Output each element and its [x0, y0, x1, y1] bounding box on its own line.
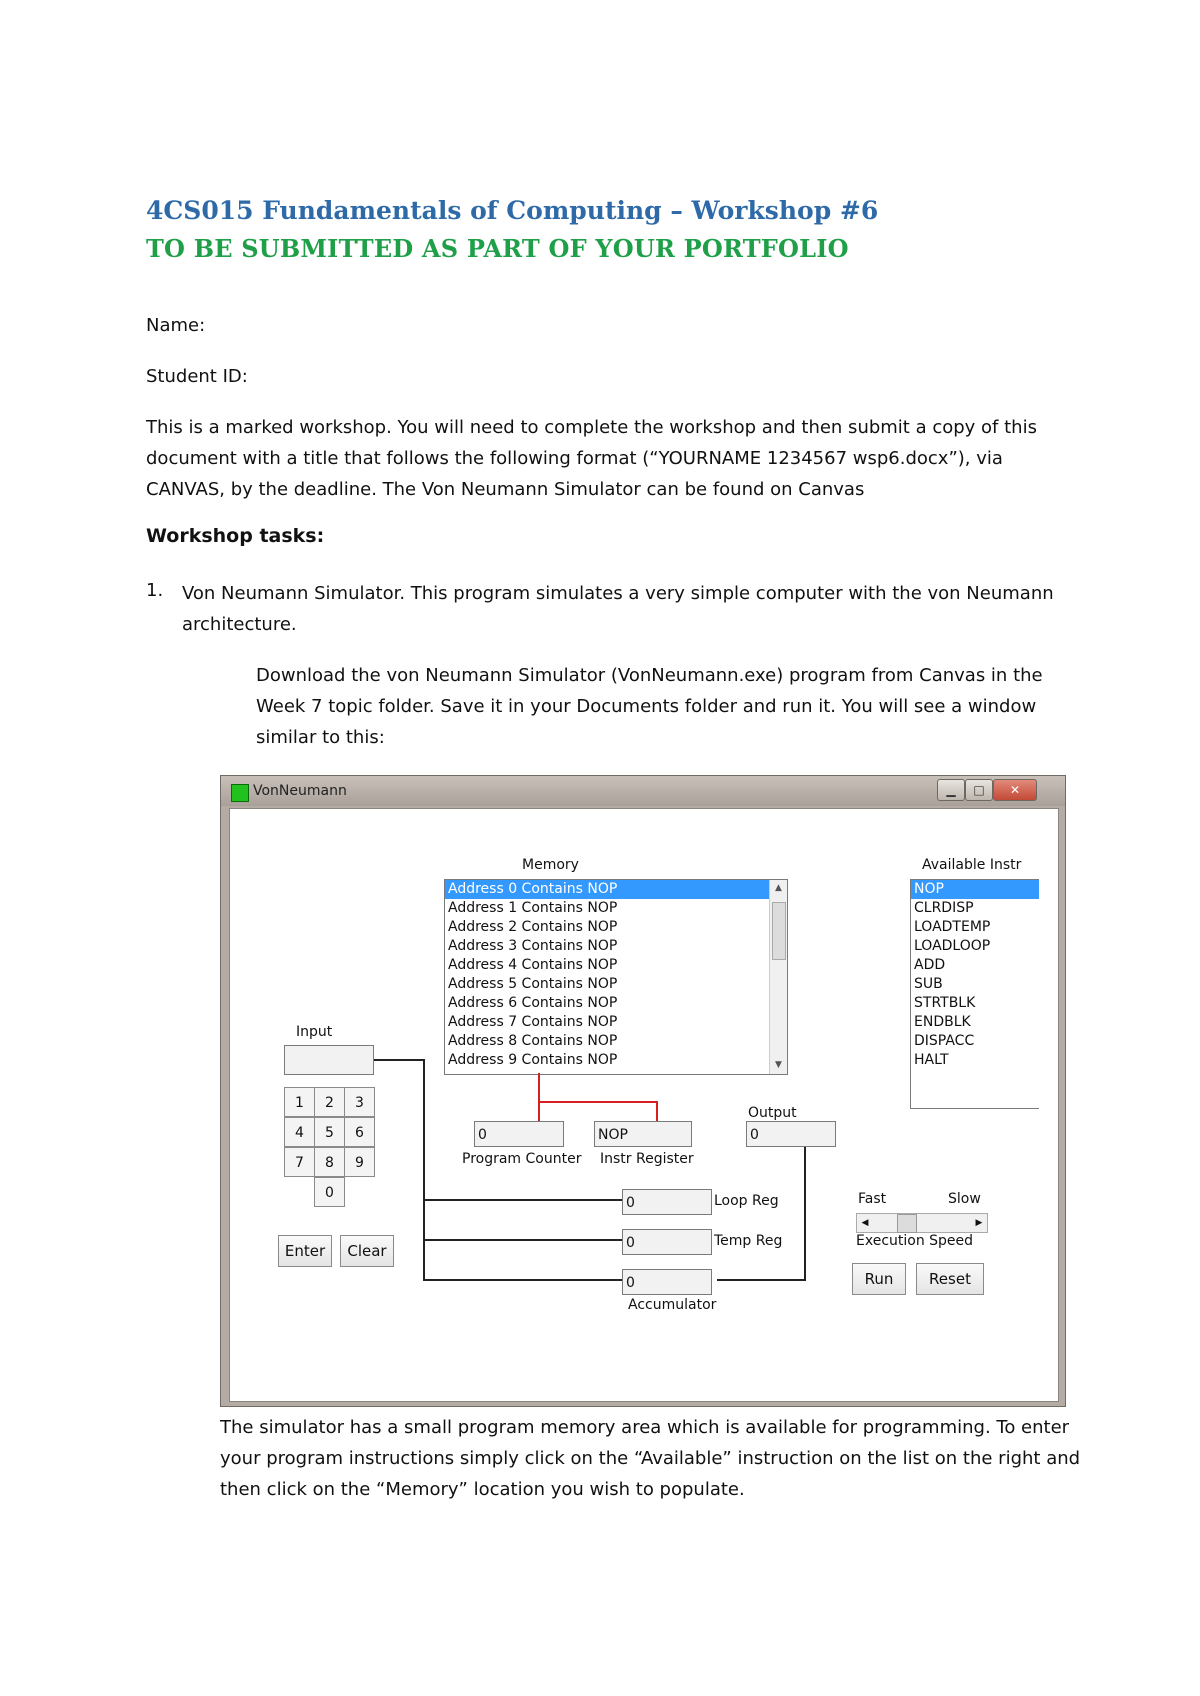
simulator-client-area: [229, 808, 1059, 1402]
temp-register-field: 0: [622, 1229, 712, 1255]
task1-text: Von Neumann Simulator. This program simulates a very simple computer with the von Neumann architecture.: [182, 583, 1054, 635]
window-title: VonNeumann: [253, 783, 347, 799]
key-2[interactable]: 2: [314, 1087, 345, 1117]
memory-rows: [445, 880, 787, 1070]
memory-list[interactable]: [444, 879, 788, 1075]
key-6[interactable]: 6: [344, 1117, 375, 1147]
instruction-item[interactable]: NOP: [911, 880, 1039, 899]
accumulator-label: Accumulator: [628, 1297, 717, 1313]
student-id-label: Student ID:: [146, 366, 248, 387]
key-3[interactable]: 3: [344, 1087, 375, 1117]
name-label: Name:: [146, 315, 206, 336]
loop-register-field: 0: [622, 1189, 712, 1215]
wire: [804, 1137, 806, 1281]
output-label: Output: [748, 1105, 797, 1121]
key-7[interactable]: 7: [284, 1147, 315, 1177]
app-icon: [231, 784, 249, 802]
key-8[interactable]: 8: [314, 1147, 345, 1177]
memory-item[interactable]: Address 8 Contains NOP: [448, 1033, 618, 1049]
key-1[interactable]: 1: [284, 1087, 315, 1117]
instruction-item[interactable]: CLRDISP: [914, 900, 974, 916]
download-instructions: Download the von Neumann Simulator (VonNeumann.exe) program from Canvas in the Week 7 topic folder. Save it in your Documents folder and run it. You will see a window similar to this:: [256, 665, 1043, 748]
instruction-item[interactable]: ADD: [914, 957, 946, 973]
instr-register-field: NOP: [594, 1121, 692, 1147]
scroll-down-icon[interactable]: ▼: [775, 1060, 782, 1070]
slider-thumb[interactable]: [897, 1214, 917, 1233]
maximize-icon[interactable]: □: [965, 779, 993, 801]
wire: [374, 1059, 424, 1061]
key-5[interactable]: 5: [314, 1117, 345, 1147]
key-4[interactable]: 4: [284, 1117, 315, 1147]
wire: [423, 1199, 623, 1201]
memory-item[interactable]: Address 5 Contains NOP: [448, 976, 618, 992]
intro-paragraph: This is a marked workshop. You will need to complete the workshop and then submit a copy of this document with a title that follows the following format (“YOURNAME 1234567 wsp6.docx”), via CANVAS, by the deadline. The Von Neumann Simulator can be found on Canvas: [146, 417, 1037, 500]
instruction-item[interactable]: STRTBLK: [914, 995, 976, 1011]
instruction-item[interactable]: LOADLOOP: [914, 938, 991, 954]
instruction-item[interactable]: DISPACC: [914, 1033, 975, 1049]
speed-slider[interactable]: [856, 1213, 988, 1233]
instruction-item[interactable]: SUB: [914, 976, 943, 992]
instruction-list[interactable]: [910, 879, 1039, 1109]
instr-label: Available Instr: [922, 857, 1022, 873]
after-paragraph: The simulator has a small program memory area which is available for programming. To enter your program instructions simply click on the “Available” instruction on the list on the right and then click on the “Memory” location you wish to populate.: [220, 1417, 1081, 1500]
memory-item[interactable]: Address 6 Contains NOP: [448, 995, 618, 1011]
input-field[interactable]: [284, 1045, 374, 1075]
simulator-window: [220, 775, 1066, 1407]
loop-register-label: Loop Reg: [714, 1193, 779, 1209]
document-subtitle: TO BE SUBMITTED AS PART OF YOUR PORTFOLIO: [146, 234, 849, 263]
program-counter-label: Program Counter: [462, 1151, 582, 1167]
wire: [423, 1239, 623, 1241]
wire: [423, 1279, 623, 1281]
input-label: Input: [296, 1024, 333, 1040]
memory-item[interactable]: Address 4 Contains NOP: [448, 957, 618, 973]
memory-item[interactable]: Address 1 Contains NOP: [448, 900, 618, 916]
memory-item[interactable]: Address 0 Contains NOP: [445, 880, 770, 899]
instr-register-label: Instr Register: [600, 1151, 694, 1167]
scroll-thumb[interactable]: [772, 902, 786, 960]
memory-item[interactable]: Address 7 Contains NOP: [448, 1014, 618, 1030]
execution-speed-label: Execution Speed: [856, 1233, 974, 1249]
run-button[interactable]: Run: [852, 1263, 906, 1295]
red-wire: [538, 1073, 540, 1121]
close-icon[interactable]: ✕: [993, 779, 1037, 801]
memory-scrollbar[interactable]: [769, 880, 787, 1074]
reset-button[interactable]: Reset: [916, 1263, 984, 1295]
slow-label: Slow: [948, 1191, 981, 1207]
wire: [423, 1059, 425, 1281]
memory-label: Memory: [522, 857, 579, 873]
document-title: 4CS015 Fundamentals of Computing – Workshop #6: [146, 196, 879, 225]
scroll-up-icon[interactable]: ▲: [775, 883, 782, 893]
red-wire: [656, 1101, 658, 1121]
accumulator-field: 0: [622, 1269, 712, 1295]
instruction-item[interactable]: LOADTEMP: [914, 919, 991, 935]
key-9[interactable]: 9: [344, 1147, 375, 1177]
enter-button[interactable]: Enter: [278, 1235, 332, 1267]
memory-item[interactable]: Address 3 Contains NOP: [448, 938, 618, 954]
instruction-item[interactable]: HALT: [914, 1052, 949, 1068]
temp-register-label: Temp Reg: [714, 1233, 783, 1249]
output-field: 0: [746, 1121, 836, 1147]
program-counter-field: 0: [474, 1121, 564, 1147]
fast-label: Fast: [858, 1191, 887, 1207]
slider-left-icon[interactable]: ◀: [861, 1218, 869, 1228]
key-0[interactable]: 0: [314, 1177, 345, 1207]
red-wire: [538, 1101, 658, 1103]
tasks-heading: Workshop tasks:: [146, 525, 325, 547]
instruction-rows: [911, 880, 1039, 1070]
slider-right-icon[interactable]: ▶: [975, 1218, 983, 1228]
window-titlebar: [221, 776, 1065, 806]
task-number: 1.: [146, 580, 164, 601]
memory-item[interactable]: Address 9 Contains NOP: [448, 1052, 618, 1068]
clear-button[interactable]: Clear: [340, 1235, 394, 1267]
memory-item[interactable]: Address 2 Contains NOP: [448, 919, 618, 935]
minimize-icon[interactable]: ▁: [937, 779, 965, 801]
instruction-item[interactable]: ENDBLK: [914, 1014, 971, 1030]
wire: [717, 1279, 805, 1281]
